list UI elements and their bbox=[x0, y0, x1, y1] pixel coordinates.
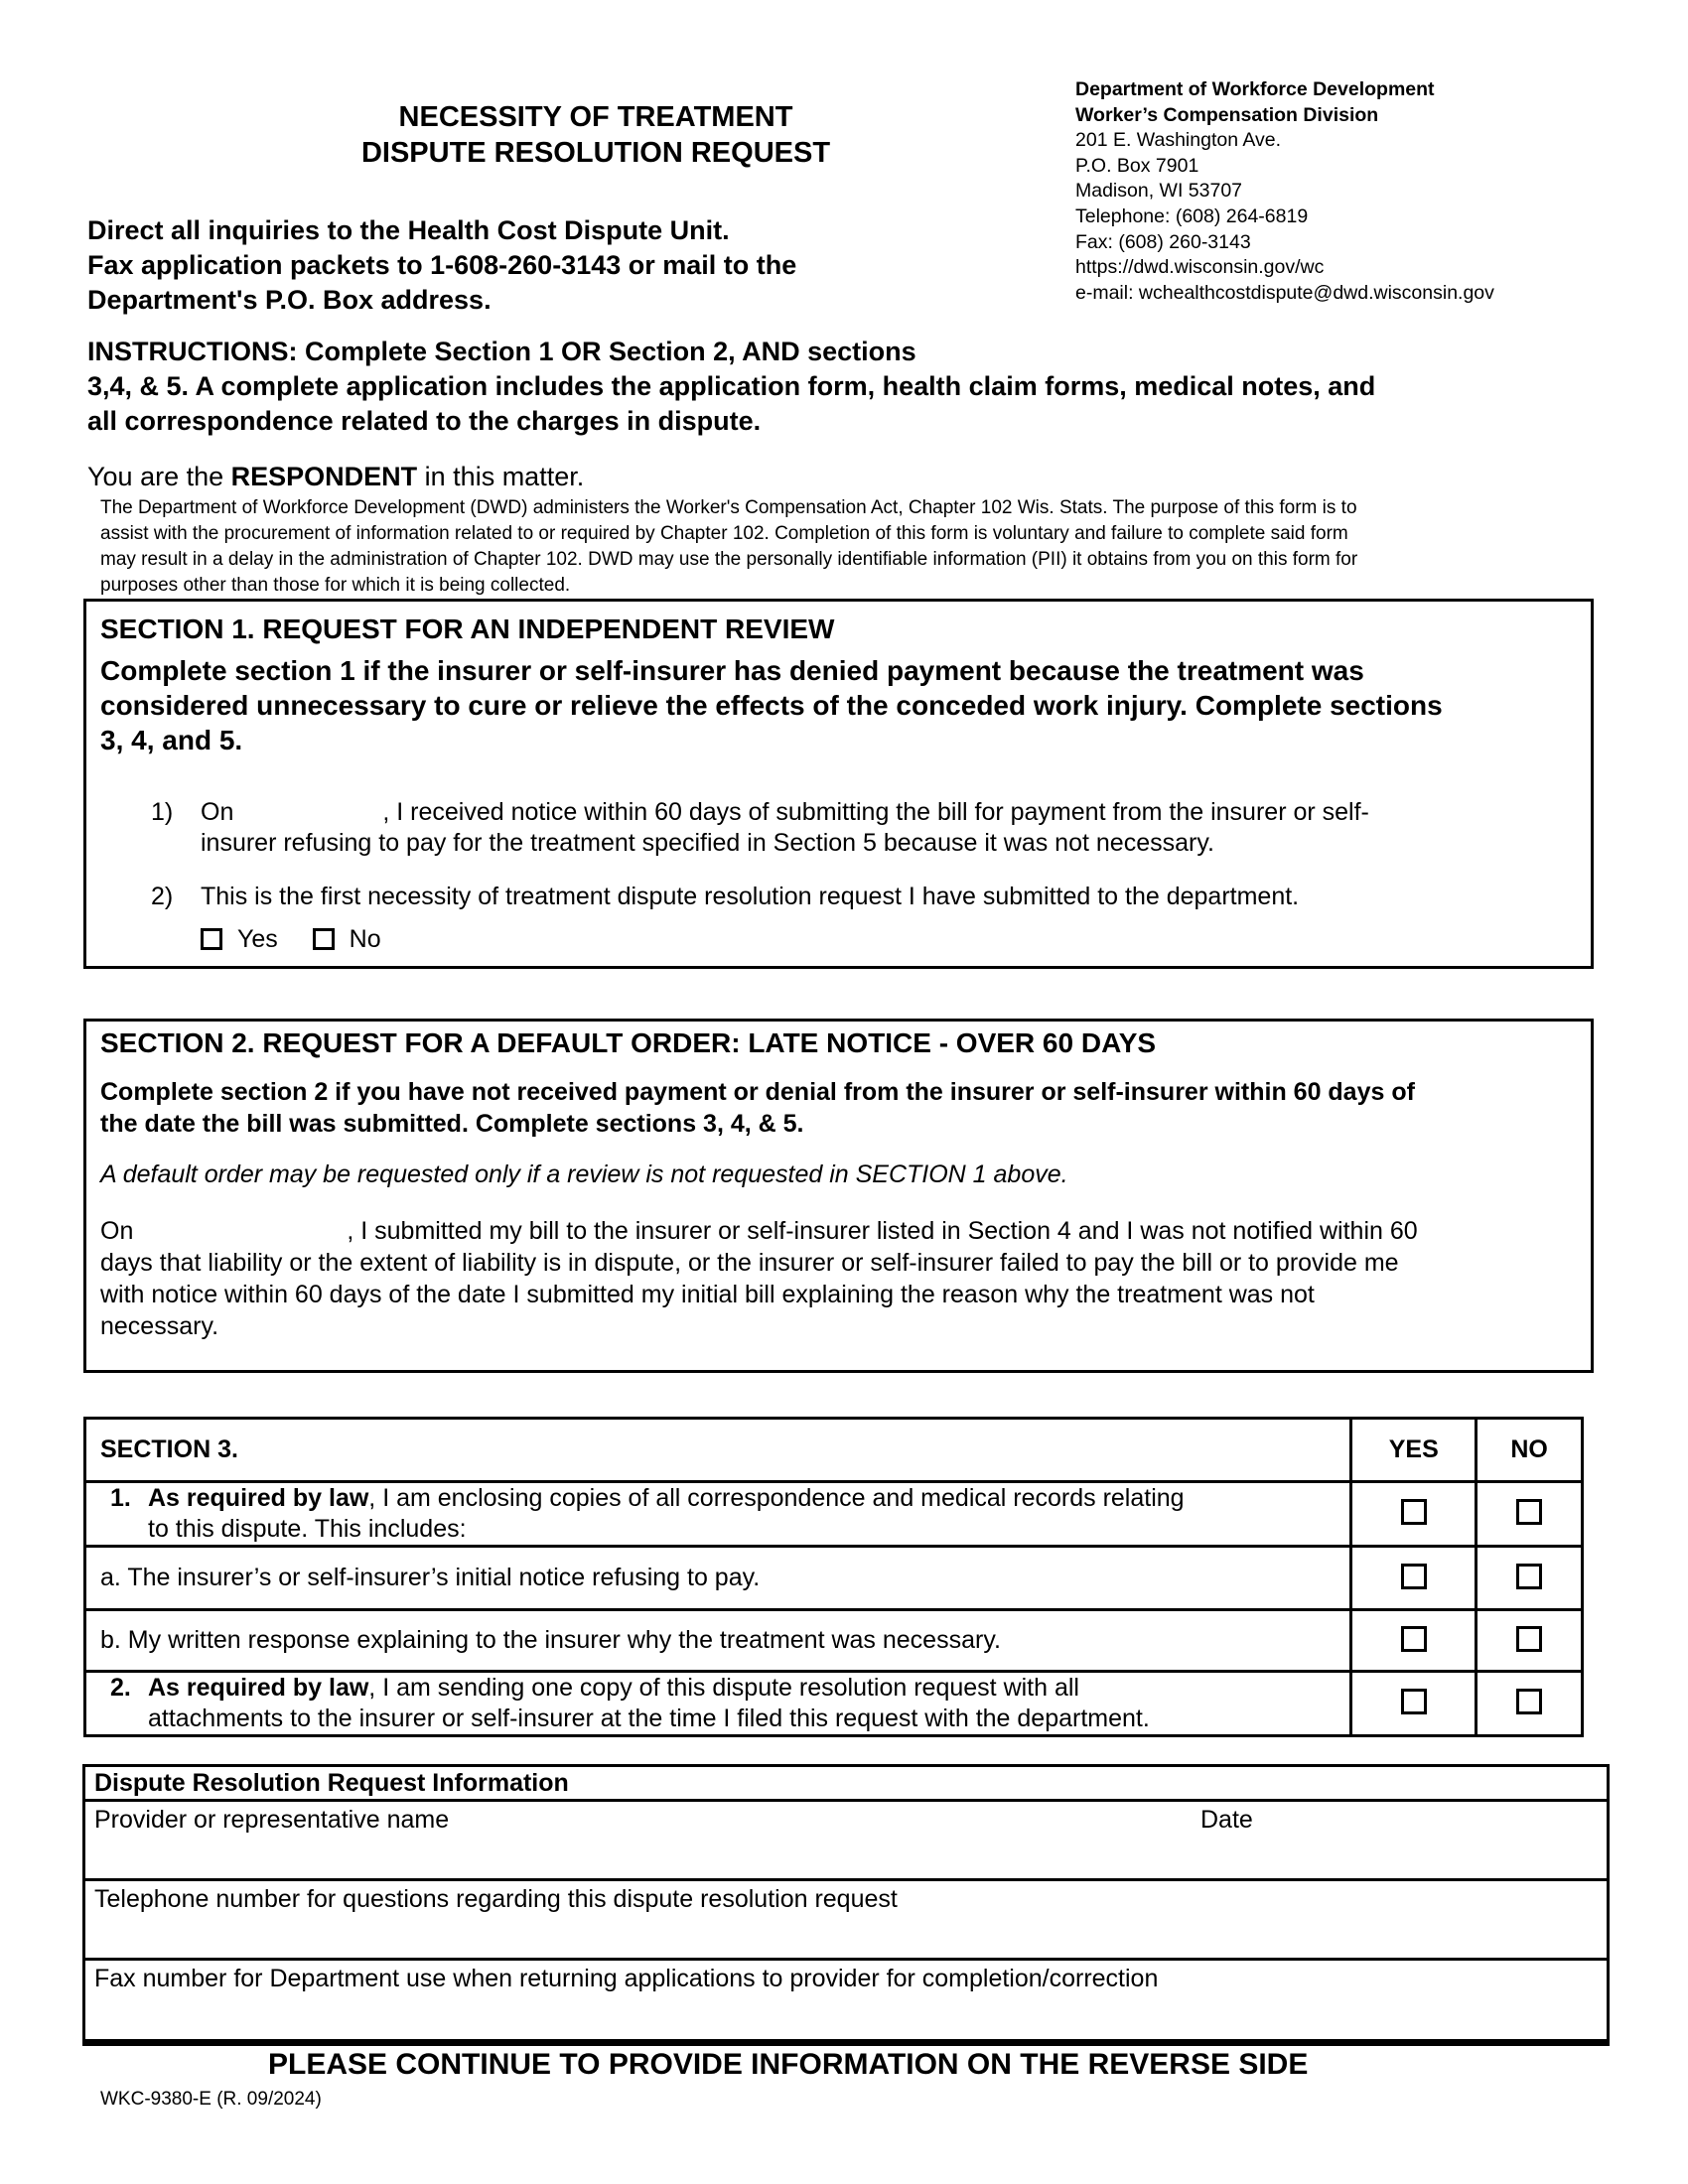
continue-notice: PLEASE CONTINUE TO PROVIDE INFORMATION ON THE REVERSE SIDE bbox=[268, 2048, 1309, 2081]
written-response-yes-checkbox[interactable] bbox=[1401, 1626, 1427, 1652]
telephone-field[interactable] bbox=[94, 1915, 1584, 1955]
no-cell bbox=[1477, 1482, 1583, 1547]
instructions bbox=[87, 335, 1617, 439]
body-text: days that liability or the extent of liability is in dispute, or the insurer or self-insurer failed to pay the bill or to provide me bbox=[100, 1249, 1399, 1277]
section-1-lead-line: Complete section 1 if the insurer or self-insurer has denied payment because the treatment was bbox=[100, 655, 1364, 686]
section-2-lead-line: Complete section 2 if you have not received payment or denial from the insurer or self-insurer within 60 days of bbox=[100, 1078, 1415, 1106]
section-1-lead-line: 3, 4, and 5. bbox=[100, 725, 243, 755]
body-text: , I submitted my bill to the insurer or self-insurer listed in Section 4 and I was not notified within 60 bbox=[347, 1217, 1418, 1245]
inquiry-line: Fax application packets to 1-608-260-3143 or mail to the bbox=[87, 250, 797, 280]
telephone-row bbox=[85, 1881, 1607, 1961]
no-cell bbox=[1477, 1547, 1583, 1610]
item-text: This is the first necessity of treatment dispute resolution request I have submitted to the department. bbox=[201, 883, 1300, 910]
no-label: No bbox=[349, 925, 381, 953]
yes-cell bbox=[1351, 1672, 1477, 1736]
table-row bbox=[85, 1547, 1583, 1610]
section-1-lead-line: considered unnecessary to cure or relieve the effects of the conceded work injury. Complete sections bbox=[100, 690, 1443, 721]
sending-copy-yes-checkbox[interactable] bbox=[1401, 1689, 1427, 1714]
fax-row bbox=[85, 1961, 1607, 2040]
dispute-info-box bbox=[82, 1764, 1610, 2046]
yes-cell bbox=[1351, 1482, 1477, 1547]
yes-cell bbox=[1351, 1547, 1477, 1610]
agency-email-link[interactable]: e-mail: wchealthcostdispute@dwd.wisconsin.gov bbox=[1075, 281, 1494, 304]
yes-column-header: YES bbox=[1351, 1419, 1477, 1482]
fax-label: Fax number for Department use when returning applications to provider for completion/correction bbox=[94, 1965, 1159, 1992]
item-text: insurer refusing to pay for the treatment specified in Section 5 because it was not necessary. bbox=[201, 829, 1214, 857]
body-text: necessary. bbox=[100, 1312, 219, 1340]
section-2-box bbox=[83, 1019, 1594, 1373]
item-text: , I received notice within 60 days of submitting the bill for payment from the insurer or self- bbox=[382, 798, 1369, 826]
enclosing-records-yes-checkbox[interactable] bbox=[1401, 1499, 1427, 1525]
table-row bbox=[85, 1482, 1583, 1547]
section-2-heading: SECTION 2. REQUEST FOR A DEFAULT ORDER: LATE NOTICE - OVER 60 DAYS bbox=[100, 1027, 1157, 1058]
respondent-prefix: You are the bbox=[87, 462, 231, 491]
first-request-no-checkbox[interactable] bbox=[313, 928, 335, 950]
no-cell bbox=[1477, 1672, 1583, 1736]
on-label: On bbox=[201, 798, 234, 826]
form-title-line2: DISPUTE RESOLUTION REQUEST bbox=[360, 137, 831, 169]
item-number: 2) bbox=[151, 883, 174, 910]
section-2-lead bbox=[100, 1076, 1580, 1140]
question-cell: b. My written response explaining to the insurer why the treatment was necessary. bbox=[85, 1610, 1351, 1672]
agency-website-link[interactable]: https://dwd.wisconsin.gov/wc bbox=[1075, 256, 1325, 279]
instructions-line: 3,4, & 5. A complete application includes the application form, health claim forms, medical notes, and bbox=[87, 371, 1376, 401]
agency-po-box: P.O. Box 7901 bbox=[1075, 154, 1199, 177]
form-title-line1: NECESSITY OF TREATMENT bbox=[398, 101, 793, 133]
provider-label: Provider or representative name bbox=[94, 1806, 450, 1834]
privacy-line: The Department of Workforce Development (DWD) administers the Worker's Compensation Act, Chapter 102 Wis. Stats. The purpose of this form is to bbox=[100, 497, 1357, 518]
question-text: to this dispute. This includes: bbox=[148, 1515, 467, 1543]
form-number: WKC-9380-E (R. 09/2024) bbox=[100, 2089, 322, 2110]
inquiry-line: Department's P.O. Box address. bbox=[87, 285, 492, 315]
respondent-role: RESPONDENT bbox=[230, 462, 418, 491]
inquiry-line: Direct all inquiries to the Health Cost Dispute Unit. bbox=[87, 215, 730, 245]
dispute-info-heading: Dispute Resolution Request Information bbox=[94, 1769, 569, 1797]
question-emphasis: As required by law bbox=[148, 1484, 369, 1512]
form-title bbox=[298, 99, 894, 171]
privacy-statement bbox=[100, 495, 1610, 599]
written-response-no-checkbox[interactable] bbox=[1516, 1626, 1542, 1652]
question-cell: a. The insurer’s or self-insurer’s initial notice refusing to pay. bbox=[85, 1547, 1351, 1610]
table-row bbox=[85, 1610, 1583, 1672]
fax-field[interactable] bbox=[94, 1994, 1584, 2030]
first-request-yes-checkbox[interactable] bbox=[201, 928, 222, 950]
no-cell bbox=[1477, 1610, 1583, 1672]
section-1-heading: SECTION 1. REQUEST FOR AN INDEPENDENT REVIEW bbox=[100, 614, 835, 644]
date-field[interactable] bbox=[1200, 1836, 1578, 1875]
question-emphasis: As required by law bbox=[148, 1674, 369, 1702]
dispute-info-header-row bbox=[85, 1767, 1607, 1802]
agency-division: Worker’s Compensation Division bbox=[1075, 103, 1379, 126]
yes-label: Yes bbox=[236, 925, 278, 953]
respondent-suffix: in this matter. bbox=[417, 462, 585, 491]
question-number: 1. bbox=[110, 1484, 131, 1512]
agency-department: Department of Workforce Development bbox=[1075, 78, 1435, 100]
initial-notice-yes-checkbox[interactable] bbox=[1401, 1564, 1427, 1589]
initial-notice-no-checkbox[interactable] bbox=[1516, 1564, 1542, 1589]
privacy-line: purposes other than those for which it is being collected. bbox=[100, 575, 571, 596]
no-column-header: NO bbox=[1477, 1419, 1583, 1482]
question-text: , I am sending one copy of this dispute resolution request with all bbox=[368, 1674, 1079, 1702]
provider-name-field[interactable] bbox=[94, 1836, 1087, 1875]
question-text: attachments to the insurer or self-insurer at the time I filed this request with the department. bbox=[148, 1705, 1150, 1732]
question-cell bbox=[85, 1672, 1351, 1736]
privacy-line: assist with the procurement of information related to or required by Chapter 102. Completion of this form is voluntary and failure to complete said form bbox=[100, 523, 1348, 544]
section-1-box bbox=[83, 599, 1594, 969]
agency-city: Madison, WI 53707 bbox=[1075, 180, 1243, 203]
table-row bbox=[85, 1672, 1583, 1736]
agency-fax: Fax: (608) 260-3143 bbox=[1075, 230, 1251, 253]
question-text: , I am enclosing copies of all correspondence and medical records relating bbox=[368, 1484, 1185, 1512]
enclosing-records-no-checkbox[interactable] bbox=[1516, 1499, 1542, 1525]
question-number: 2. bbox=[110, 1674, 131, 1702]
instructions-line: all correspondence related to the charges in dispute. bbox=[87, 406, 762, 436]
section-2-body bbox=[100, 1215, 1590, 1342]
telephone-label: Telephone number for questions regarding this dispute resolution request bbox=[94, 1885, 898, 1913]
body-text: with notice within 60 days of the date I submitted my initial bill explaining the reason why the treatment was not bbox=[100, 1281, 1315, 1308]
question-cell bbox=[85, 1482, 1351, 1547]
section-1-lead bbox=[100, 653, 1580, 757]
yes-cell bbox=[1351, 1610, 1477, 1672]
sending-copy-no-checkbox[interactable] bbox=[1516, 1689, 1542, 1714]
date-label: Date bbox=[1200, 1806, 1253, 1834]
item-number: 1) bbox=[151, 798, 174, 826]
default-order-note: A default order may be requested only if a review is not requested in SECTION 1 above. bbox=[100, 1160, 1068, 1188]
agency-telephone: Telephone: (608) 264-6819 bbox=[1075, 205, 1309, 227]
first-request-options bbox=[201, 924, 1299, 955]
section-3-table bbox=[83, 1417, 1584, 1737]
inquiry-notice bbox=[87, 213, 796, 318]
on-label: On bbox=[100, 1217, 134, 1245]
provider-row bbox=[85, 1802, 1607, 1881]
instructions-line: INSTRUCTIONS: Complete Section 1 OR Section 2, AND sections bbox=[87, 337, 916, 366]
respondent-notice bbox=[87, 460, 584, 494]
section-2-lead-line: the date the bill was submitted. Complete sections 3, 4, & 5. bbox=[100, 1110, 804, 1138]
agency-address-block bbox=[1075, 77, 1494, 306]
section-3-header-row bbox=[85, 1419, 1583, 1482]
agency-street: 201 E. Washington Ave. bbox=[1075, 129, 1282, 152]
privacy-line: may result in a delay in the administration of Chapter 102. DWD may use the personally identifiable information (PII) it obtains from you on this form for bbox=[100, 549, 1358, 570]
section-3-heading: SECTION 3. bbox=[85, 1419, 1351, 1482]
